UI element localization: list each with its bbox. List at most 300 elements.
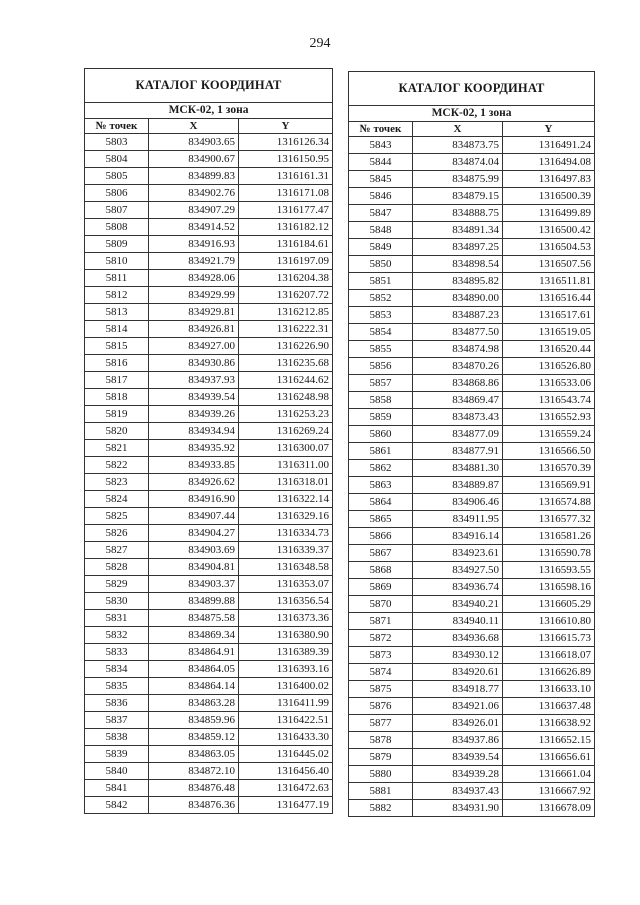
table-row: [349, 392, 595, 409]
table-row: [349, 545, 595, 562]
column-header-x: X: [413, 122, 503, 137]
y-coordinate-cell: 1316380.90: [239, 627, 333, 644]
point-number-cell: 5882: [349, 800, 413, 817]
x-coordinate-cell: 834939.54: [413, 749, 503, 766]
x-coordinate-cell: 834870.26: [413, 358, 503, 375]
y-coordinate-cell: 1316519.05: [503, 324, 595, 341]
table-row: [85, 440, 333, 457]
x-coordinate-cell: 834933.85: [149, 457, 239, 474]
x-coordinate-cell: 834863.28: [149, 695, 239, 712]
x-coordinate-cell: 834891.34: [413, 222, 503, 239]
y-coordinate-cell: 1316570.39: [503, 460, 595, 477]
column-header-point: № точек: [85, 119, 149, 134]
catalog-zone: МСК-02, 1 зона: [85, 103, 333, 119]
table-row: [85, 797, 333, 814]
point-number-cell: 5815: [85, 338, 149, 355]
y-coordinate-cell: 1316520.44: [503, 341, 595, 358]
table-row: [349, 171, 595, 188]
y-coordinate-cell: 1316516.44: [503, 290, 595, 307]
y-coordinate-cell: 1316637.48: [503, 698, 595, 715]
x-coordinate-cell: 834939.28: [413, 766, 503, 783]
x-coordinate-cell: 834864.05: [149, 661, 239, 678]
y-coordinate-cell: 1316472.63: [239, 780, 333, 797]
x-coordinate-cell: 834904.81: [149, 559, 239, 576]
y-coordinate-cell: 1316184.61: [239, 236, 333, 253]
x-coordinate-cell: 834903.37: [149, 576, 239, 593]
y-coordinate-cell: 1316559.24: [503, 426, 595, 443]
point-number-cell: 5878: [349, 732, 413, 749]
x-coordinate-cell: 834888.75: [413, 205, 503, 222]
table-row: [349, 460, 595, 477]
x-coordinate-cell: 834931.90: [413, 800, 503, 817]
table-row: [85, 355, 333, 372]
y-coordinate-cell: 1316235.68: [239, 355, 333, 372]
table-row: [85, 508, 333, 525]
catalog-title: КАТАЛОГ КООРДИНАТ: [349, 72, 595, 106]
point-number-cell: 5873: [349, 647, 413, 664]
y-coordinate-cell: 1316500.42: [503, 222, 595, 239]
x-coordinate-cell: 834920.61: [413, 664, 503, 681]
table-row: [85, 423, 333, 440]
y-coordinate-cell: 1316171.08: [239, 185, 333, 202]
y-coordinate-cell: 1316494.08: [503, 154, 595, 171]
y-coordinate-cell: 1316610.80: [503, 613, 595, 630]
point-number-cell: 5804: [85, 151, 149, 168]
table-row: [349, 613, 595, 630]
point-number-cell: 5838: [85, 729, 149, 746]
table-row: [349, 375, 595, 392]
x-coordinate-cell: 834869.34: [149, 627, 239, 644]
point-number-cell: 5849: [349, 239, 413, 256]
x-coordinate-cell: 834934.94: [149, 423, 239, 440]
y-coordinate-cell: 1316356.54: [239, 593, 333, 610]
y-coordinate-cell: 1316533.06: [503, 375, 595, 392]
y-coordinate-cell: 1316577.32: [503, 511, 595, 528]
x-coordinate-cell: 834923.61: [413, 545, 503, 562]
point-number-cell: 5814: [85, 321, 149, 338]
column-header-x: X: [149, 119, 239, 134]
table-row: [85, 780, 333, 797]
x-coordinate-cell: 834921.79: [149, 253, 239, 270]
x-coordinate-cell: 834940.11: [413, 613, 503, 630]
table-row: [85, 695, 333, 712]
y-coordinate-cell: 1316182.12: [239, 219, 333, 236]
x-coordinate-cell: 834889.87: [413, 477, 503, 494]
table-row: [349, 732, 595, 749]
table-row: [85, 576, 333, 593]
x-coordinate-cell: 834875.99: [413, 171, 503, 188]
x-coordinate-cell: 834859.12: [149, 729, 239, 746]
catalog-body: [349, 137, 595, 817]
y-coordinate-cell: 1316590.78: [503, 545, 595, 562]
point-number-cell: 5832: [85, 627, 149, 644]
x-coordinate-cell: 834875.58: [149, 610, 239, 627]
table-row: [349, 358, 595, 375]
table-row: [349, 698, 595, 715]
point-number-cell: 5805: [85, 168, 149, 185]
y-coordinate-cell: 1316504.53: [503, 239, 595, 256]
point-number-cell: 5858: [349, 392, 413, 409]
table-row: [85, 372, 333, 389]
table-row: [85, 627, 333, 644]
y-coordinate-cell: 1316253.23: [239, 406, 333, 423]
x-coordinate-cell: 834916.14: [413, 528, 503, 545]
x-coordinate-cell: 834877.91: [413, 443, 503, 460]
x-coordinate-cell: 834876.48: [149, 780, 239, 797]
y-coordinate-cell: 1316348.58: [239, 559, 333, 576]
point-number-cell: 5877: [349, 715, 413, 732]
x-coordinate-cell: 834937.43: [413, 783, 503, 800]
x-coordinate-cell: 834926.81: [149, 321, 239, 338]
x-coordinate-cell: 834874.98: [413, 341, 503, 358]
x-coordinate-cell: 834877.09: [413, 426, 503, 443]
point-number-cell: 5862: [349, 460, 413, 477]
y-coordinate-cell: 1316204.38: [239, 270, 333, 287]
table-row: [85, 746, 333, 763]
point-number-cell: 5817: [85, 372, 149, 389]
x-coordinate-cell: 834879.15: [413, 188, 503, 205]
x-coordinate-cell: 834869.47: [413, 392, 503, 409]
table-row: [349, 579, 595, 596]
y-coordinate-cell: 1316569.91: [503, 477, 595, 494]
x-coordinate-cell: 834873.75: [413, 137, 503, 154]
point-number-cell: 5820: [85, 423, 149, 440]
point-number-cell: 5823: [85, 474, 149, 491]
x-coordinate-cell: 834914.52: [149, 219, 239, 236]
y-coordinate-cell: 1316389.39: [239, 644, 333, 661]
y-coordinate-cell: 1316581.26: [503, 528, 595, 545]
point-number-cell: 5846: [349, 188, 413, 205]
table-row: [349, 341, 595, 358]
table-row: [349, 154, 595, 171]
y-coordinate-cell: 1316411.99: [239, 695, 333, 712]
table-row: [349, 783, 595, 800]
x-coordinate-cell: 834906.46: [413, 494, 503, 511]
point-number-cell: 5810: [85, 253, 149, 270]
table-row: [85, 474, 333, 491]
table-row: [349, 477, 595, 494]
page-number: 294: [309, 36, 331, 51]
y-coordinate-cell: 1316517.61: [503, 307, 595, 324]
x-coordinate-cell: 834927.50: [413, 562, 503, 579]
y-coordinate-cell: 1316226.90: [239, 338, 333, 355]
y-coordinate-cell: 1316477.19: [239, 797, 333, 814]
catalog-body: [85, 134, 333, 814]
point-number-cell: 5861: [349, 443, 413, 460]
point-number-cell: 5831: [85, 610, 149, 627]
x-coordinate-cell: 834872.10: [149, 763, 239, 780]
point-number-cell: 5880: [349, 766, 413, 783]
table-row: [85, 457, 333, 474]
table-row: [85, 406, 333, 423]
catalog-zone: МСК-02, 1 зона: [349, 106, 595, 122]
x-coordinate-cell: 834904.27: [149, 525, 239, 542]
table-row: [85, 236, 333, 253]
table-row: [85, 270, 333, 287]
table-row: [85, 661, 333, 678]
y-coordinate-cell: 1316329.16: [239, 508, 333, 525]
point-number-cell: 5842: [85, 797, 149, 814]
y-coordinate-cell: 1316605.29: [503, 596, 595, 613]
point-number-cell: 5864: [349, 494, 413, 511]
x-coordinate-cell: 834911.95: [413, 511, 503, 528]
table-row: [85, 525, 333, 542]
x-coordinate-cell: 834902.76: [149, 185, 239, 202]
point-number-cell: 5841: [85, 780, 149, 797]
table-row: [349, 596, 595, 613]
point-number-cell: 5872: [349, 630, 413, 647]
y-coordinate-cell: 1316667.92: [503, 783, 595, 800]
table-row: [349, 647, 595, 664]
point-number-cell: 5809: [85, 236, 149, 253]
y-coordinate-cell: 1316615.73: [503, 630, 595, 647]
x-coordinate-cell: 834903.69: [149, 542, 239, 559]
table-row: [349, 443, 595, 460]
y-coordinate-cell: 1316656.61: [503, 749, 595, 766]
column-header-y: Y: [503, 122, 595, 137]
x-coordinate-cell: 834937.86: [413, 732, 503, 749]
y-coordinate-cell: 1316499.89: [503, 205, 595, 222]
table-row: [349, 239, 595, 256]
point-number-cell: 5852: [349, 290, 413, 307]
y-coordinate-cell: 1316339.37: [239, 542, 333, 559]
table-row: [349, 630, 595, 647]
table-row: [85, 168, 333, 185]
point-number-cell: 5859: [349, 409, 413, 426]
x-coordinate-cell: 834895.82: [413, 273, 503, 290]
y-coordinate-cell: 1316322.14: [239, 491, 333, 508]
point-number-cell: 5824: [85, 491, 149, 508]
y-coordinate-cell: 1316638.92: [503, 715, 595, 732]
x-coordinate-cell: 834918.77: [413, 681, 503, 698]
y-coordinate-cell: 1316150.95: [239, 151, 333, 168]
x-coordinate-cell: 834907.44: [149, 508, 239, 525]
y-coordinate-cell: 1316507.56: [503, 256, 595, 273]
y-coordinate-cell: 1316445.02: [239, 746, 333, 763]
y-coordinate-cell: 1316574.88: [503, 494, 595, 511]
point-number-cell: 5843: [349, 137, 413, 154]
table-row: [349, 273, 595, 290]
x-coordinate-cell: 834900.67: [149, 151, 239, 168]
point-number-cell: 5834: [85, 661, 149, 678]
y-coordinate-cell: 1316422.51: [239, 712, 333, 729]
y-coordinate-cell: 1316618.07: [503, 647, 595, 664]
y-coordinate-cell: 1316433.30: [239, 729, 333, 746]
y-coordinate-cell: 1316300.07: [239, 440, 333, 457]
point-number-cell: 5855: [349, 341, 413, 358]
x-coordinate-cell: 834890.00: [413, 290, 503, 307]
table-row: [85, 678, 333, 695]
x-coordinate-cell: 834898.54: [413, 256, 503, 273]
table-row: [349, 715, 595, 732]
catalog-title: КАТАЛОГ КООРДИНАТ: [85, 69, 333, 103]
table-row: [349, 137, 595, 154]
x-coordinate-cell: 834916.93: [149, 236, 239, 253]
y-coordinate-cell: 1316526.80: [503, 358, 595, 375]
x-coordinate-cell: 834928.06: [149, 270, 239, 287]
point-number-cell: 5822: [85, 457, 149, 474]
table-row: [85, 287, 333, 304]
table-row: [85, 321, 333, 338]
x-coordinate-cell: 834926.62: [149, 474, 239, 491]
table-row: [85, 644, 333, 661]
point-number-cell: 5806: [85, 185, 149, 202]
y-coordinate-cell: 1316652.15: [503, 732, 595, 749]
y-coordinate-cell: 1316269.24: [239, 423, 333, 440]
table-row: [85, 151, 333, 168]
y-coordinate-cell: 1316456.40: [239, 763, 333, 780]
point-number-cell: 5830: [85, 593, 149, 610]
column-header-y: Y: [239, 119, 333, 134]
y-coordinate-cell: 1316248.98: [239, 389, 333, 406]
point-number-cell: 5853: [349, 307, 413, 324]
x-coordinate-cell: 834939.26: [149, 406, 239, 423]
point-number-cell: 5860: [349, 426, 413, 443]
y-coordinate-cell: 1316393.16: [239, 661, 333, 678]
table-row: [349, 426, 595, 443]
table-row: [85, 338, 333, 355]
x-coordinate-cell: 834899.88: [149, 593, 239, 610]
y-coordinate-cell: 1316373.36: [239, 610, 333, 627]
table-row: [85, 542, 333, 559]
point-number-cell: 5870: [349, 596, 413, 613]
table-row: [349, 766, 595, 783]
table-row: [349, 409, 595, 426]
point-number-cell: 5829: [85, 576, 149, 593]
table-row: [349, 528, 595, 545]
point-number-cell: 5807: [85, 202, 149, 219]
table-row: [85, 491, 333, 508]
x-coordinate-cell: 834935.92: [149, 440, 239, 457]
y-coordinate-cell: 1316400.02: [239, 678, 333, 695]
x-coordinate-cell: 834939.54: [149, 389, 239, 406]
point-number-cell: 5840: [85, 763, 149, 780]
y-coordinate-cell: 1316678.09: [503, 800, 595, 817]
point-number-cell: 5828: [85, 559, 149, 576]
point-number-cell: 5808: [85, 219, 149, 236]
table-row: [85, 610, 333, 627]
y-coordinate-cell: 1316244.62: [239, 372, 333, 389]
x-coordinate-cell: 834929.99: [149, 287, 239, 304]
y-coordinate-cell: 1316353.07: [239, 576, 333, 593]
table-row: [85, 253, 333, 270]
table-row: [85, 134, 333, 151]
point-number-cell: 5833: [85, 644, 149, 661]
table-row: [349, 188, 595, 205]
table-row: [349, 222, 595, 239]
point-number-cell: 5827: [85, 542, 149, 559]
table-row: [349, 800, 595, 817]
y-coordinate-cell: 1316222.31: [239, 321, 333, 338]
x-coordinate-cell: 834881.30: [413, 460, 503, 477]
point-number-cell: 5847: [349, 205, 413, 222]
y-coordinate-cell: 1316212.85: [239, 304, 333, 321]
coordinate-catalog-right: [348, 71, 595, 817]
x-coordinate-cell: 834930.12: [413, 647, 503, 664]
point-number-cell: 5836: [85, 695, 149, 712]
x-coordinate-cell: 834937.93: [149, 372, 239, 389]
x-coordinate-cell: 834897.25: [413, 239, 503, 256]
table-row: [85, 763, 333, 780]
x-coordinate-cell: 834859.96: [149, 712, 239, 729]
y-coordinate-cell: 1316207.72: [239, 287, 333, 304]
point-number-cell: 5819: [85, 406, 149, 423]
point-number-cell: 5812: [85, 287, 149, 304]
column-header-point: № точек: [349, 122, 413, 137]
point-number-cell: 5865: [349, 511, 413, 528]
table-row: [349, 256, 595, 273]
table-row: [85, 389, 333, 406]
y-coordinate-cell: 1316661.04: [503, 766, 595, 783]
x-coordinate-cell: 834907.29: [149, 202, 239, 219]
y-coordinate-cell: 1316311.00: [239, 457, 333, 474]
y-coordinate-cell: 1316566.50: [503, 443, 595, 460]
point-number-cell: 5839: [85, 746, 149, 763]
point-number-cell: 5869: [349, 579, 413, 596]
table-row: [85, 185, 333, 202]
x-coordinate-cell: 834940.21: [413, 596, 503, 613]
x-coordinate-cell: 834929.81: [149, 304, 239, 321]
point-number-cell: 5879: [349, 749, 413, 766]
y-coordinate-cell: 1316511.81: [503, 273, 595, 290]
table-row: [85, 729, 333, 746]
y-coordinate-cell: 1316126.34: [239, 134, 333, 151]
x-coordinate-cell: 834903.65: [149, 134, 239, 151]
y-coordinate-cell: 1316197.09: [239, 253, 333, 270]
x-coordinate-cell: 834921.06: [413, 698, 503, 715]
point-number-cell: 5863: [349, 477, 413, 494]
point-number-cell: 5867: [349, 545, 413, 562]
y-coordinate-cell: 1316500.39: [503, 188, 595, 205]
point-number-cell: 5856: [349, 358, 413, 375]
table-row: [85, 559, 333, 576]
point-number-cell: 5835: [85, 678, 149, 695]
table-row: [349, 749, 595, 766]
table-row: [349, 290, 595, 307]
point-number-cell: 5868: [349, 562, 413, 579]
point-number-cell: 5850: [349, 256, 413, 273]
coordinate-catalog-left: [84, 68, 333, 814]
point-number-cell: 5854: [349, 324, 413, 341]
table-row: [85, 202, 333, 219]
x-coordinate-cell: 834936.68: [413, 630, 503, 647]
point-number-cell: 5845: [349, 171, 413, 188]
point-number-cell: 5851: [349, 273, 413, 290]
y-coordinate-cell: 1316318.01: [239, 474, 333, 491]
point-number-cell: 5821: [85, 440, 149, 457]
y-coordinate-cell: 1316497.83: [503, 171, 595, 188]
table-row: [85, 304, 333, 321]
y-coordinate-cell: 1316598.16: [503, 579, 595, 596]
x-coordinate-cell: 834926.01: [413, 715, 503, 732]
point-number-cell: 5844: [349, 154, 413, 171]
point-number-cell: 5876: [349, 698, 413, 715]
x-coordinate-cell: 834863.05: [149, 746, 239, 763]
y-coordinate-cell: 1316552.93: [503, 409, 595, 426]
table-row: [349, 562, 595, 579]
table-row: [85, 712, 333, 729]
x-coordinate-cell: 834916.90: [149, 491, 239, 508]
y-coordinate-cell: 1316593.55: [503, 562, 595, 579]
y-coordinate-cell: 1316491.24: [503, 137, 595, 154]
y-coordinate-cell: 1316543.74: [503, 392, 595, 409]
x-coordinate-cell: 834927.00: [149, 338, 239, 355]
table-row: [349, 307, 595, 324]
point-number-cell: 5875: [349, 681, 413, 698]
table-row: [349, 511, 595, 528]
point-number-cell: 5881: [349, 783, 413, 800]
point-number-cell: 5866: [349, 528, 413, 545]
